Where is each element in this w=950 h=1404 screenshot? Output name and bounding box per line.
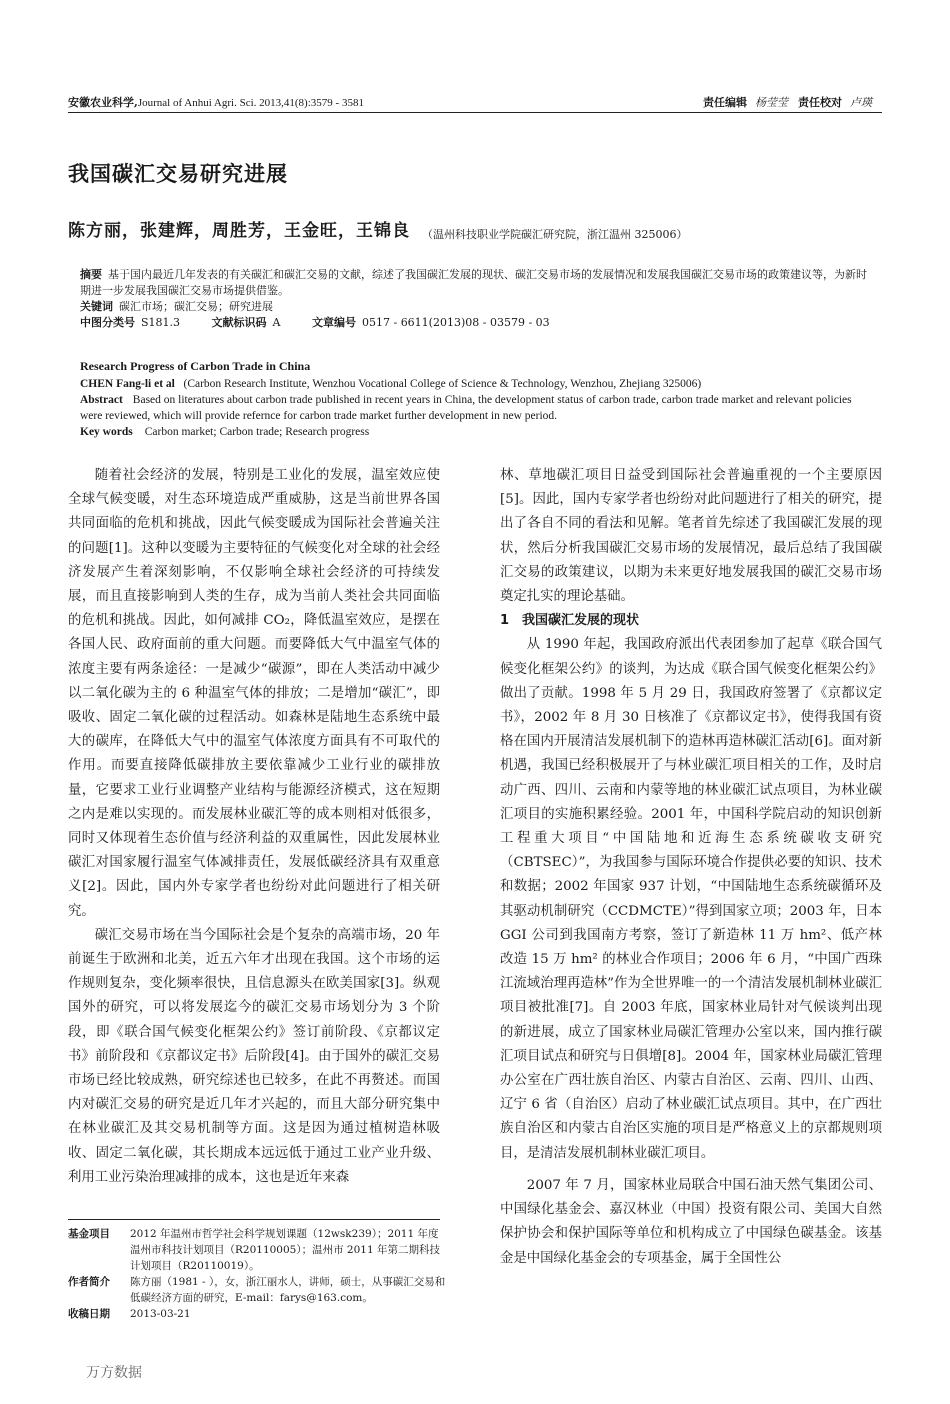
english-abstract-label: Abstract bbox=[80, 394, 123, 406]
body-paragraph: 从 1990 年起，我国政府派出代表团参加了起草《联合国气候变化框架公约》的谈判，为达成《联合国气候变化框架公约》做出了贡献。1998 年 5 月 29 日，我国政府签署了《京都议定书》，2002 年 8 月 30 日核准了《京都议定书》，使得我国有资格在国内开展清洁发展机制下的造林再造林碳汇活动[6]。面对新机遇，我国已经积极展开了与林业碳汇项目相关的工作，及时启动广西、四川、云南和内蒙等地的林业碳汇试点项目，为林业碳汇项目的实施积累经验。2001 年，中国科学院启动的知识创新工程重大项目“中国陆地和近海生态系统碳收支研究（CBTSEC）”，为我国参与国际环境合作提供必要的知识、技术和数据；2002 年国家 937 计划，“中国陆地生态系统碳循环及其驱动机制研究（CCDMCTE）”得到国家立项；2003 年，日本 GGI 公司到我国南方考察，签订了新造林 11 万 hm²、低产林改造 15 万 hm² 的林业合作项目；2006 年 6 月，“中国广西珠江流域治理再造林”作为全世界唯一的一个清洁发展机制林业碳汇项目被批准[7]。自 2003 年底，国家林业局针对气候谈判出现的新进展，成立了国家林业局碳汇管理办公室以来，国内推行碳汇项目试点和研究与日俱增[8]。2004 年，国家林业局碳汇管理办公室在广西壮族自治区、内蒙古自治区、云南、四川、山西、辽宁 6 省（自治区）启动了林业碳汇试点项目。其中，在广西壮族自治区和内蒙古自治区实施的项目是严格意义上的京都规则项目，是清洁发展机制林业碳汇项目。 bbox=[500, 637, 882, 1161]
body-right-column bbox=[500, 464, 882, 1271]
proof-label: 责任校对 bbox=[798, 96, 842, 109]
abstract-label: 摘要 bbox=[80, 268, 102, 281]
abstract-cn bbox=[80, 267, 870, 331]
editor-name: 杨莹莹 bbox=[755, 96, 788, 109]
proofreader-name: 卢瑛 bbox=[850, 96, 872, 109]
author-list: 陈方丽，张建辉，周胜芳，王金旺，王锦良 bbox=[68, 221, 410, 241]
article-no-value: 0517 - 6611(2013)08 - 03579 - 03 bbox=[361, 316, 550, 329]
body-paragraph: 随着社会经济的发展，特别是工业化的发展，温室效应使全球气候变暖，对生态环境造成严重威胁，这是当前世界各国共同面临的危机和挑战，因此气候变暖成为国际社会普遍关注的问题[1]。这种以变暖为主要特征的气候变化对全球的社会经济发展产生着深刻影响，不仅影响全球社会经济的可持续发展，而且直接影响到人类的生存，成为当前人类社会共同面临的危机和挑战。因此，如何减排 CO₂，降低温室效应，是摆在各国人民、政府面前的重大问题。而要降低大气中温室气体的浓度主要有两条途径：一是减少“碳源”，即在人类活动中减少以二氧化碳为主的 6 种温室气体的排放；二是增加“碳汇”，即吸收、固定二氧化碳的过程活动。如森林是陆地生态系统中最大的碳库，在降低大气中的温室气体浓度方面具有不可取代的作用。而要直接降低碳排放主要依靠减少工业行业的碳排放量，它要求工业行业调整产业结构与能源经济模式，这在短期之内是难以实现的。而发展林业碳汇等的成本则相对低很多，同时又体现着生态价值与经济利益的双重属性，因此发展林业碳汇对国家履行温室气体减排责任，发展低碳经济具有双重意义[2]。因此，国内外专家学者也纷纷对此问题进行了相关研究。 bbox=[68, 468, 440, 919]
received-date: 2013-03-21 bbox=[130, 1308, 191, 1320]
english-abstract-text: Based on literatures about carbon trade published in recent years in China, the development status of carbon trade, carbon trade market and relevant policies were reviewed, which will provide refernce for carbon trade market further development in new period. bbox=[80, 394, 852, 422]
footnote-rule bbox=[68, 1219, 440, 1220]
body-paragraph: 2007 年 7 月，国家林业局联合中国石油天然气集团公司、中国绿化基金会、嘉汉林业（中国）投资有限公司、美国大自然保护协会和保护国际等单位和机构成立了中国绿色碳基金。该基金是中国绿化基金会的专项基金，属于全国性公 bbox=[500, 1177, 882, 1266]
english-title: Research Progress of Carbon Trade in China bbox=[80, 359, 311, 373]
keywords-text: 碳汇市场；碳汇交易；研究进展 bbox=[119, 300, 273, 313]
body-paragraph: 林、草地碳汇项目日益受到国际社会普遍重视的一个主要原因[5]。因此，国内专家学者也纷纷对此问题进行了相关的研究，提出了各自不同的看法和见解。笔者首先综述了我国碳汇发展的现状，然后分析我国碳汇交易市场的发展情况，最后总结了我国碳汇交易的政策建议，以期为未来更好地发展我国的碳汇交易市场奠定扎实的理论基础。 bbox=[500, 468, 882, 605]
keywords-label: 关键词 bbox=[80, 300, 113, 313]
affiliation: （温州科技职业学院碳汇研究院，浙江温州 325006） bbox=[422, 228, 688, 241]
body-paragraph: 碳汇交易市场在当今国际社会是个复杂的高端市场，20 年前诞生于欧洲和北美，近五六年才出现在我国。这个市场的运作规则复杂，变化频率很快，且信息源头在欧美国家[3]。纵观国外的研究，可以将发展迄今的碳汇交易市场划分为 3 个阶段，即《联合国气候变化框架公约》签订前阶段、《京都议定书》前阶段和《京都议定书》后阶段[4]。由于国外的碳汇交易市场已经比较成熟，研究综述也已较多，在此不再赘述。而国内对碳汇交易的研究是近几年才兴起的，而且大部分研究集中在林业碳汇及其交易机制等方面。这是因为通过植树造林吸收、固定二氧化碳，其长期成本远远低于通过工业产业升级、利用工业污染治理减排的成本，这也是近年来森 bbox=[68, 927, 440, 1185]
running-header-right bbox=[703, 94, 882, 110]
paper-title: 我国碳汇交易研究进展 bbox=[68, 162, 288, 186]
fund-text: 2012 年温州市哲学社会科学规划课题（12wsk239）；2011 年度温州市科技计划项目（R20110005）；温州市 2011 年第二期科技计划项目（R20110019）。 bbox=[130, 1228, 440, 1272]
clc-value: S181.3 bbox=[141, 316, 181, 329]
author-bio-text: 陈方丽（1981 - ），女，浙江丽水人，讲师，硕士，从事碳汇交易和低碳经济方面的研究，E-mail：farys@163.com。 bbox=[130, 1276, 446, 1304]
clc-label: 中图分类号 bbox=[80, 316, 135, 329]
english-keywords-text: Carbon market; Carbon trade; Research progress bbox=[144, 426, 370, 438]
journal-citation: Journal of Anhui Agri. Sci. 2013,41(8):3579 - 3581 bbox=[137, 97, 364, 109]
editor-label: 责任编辑 bbox=[703, 96, 747, 109]
running-header-left bbox=[68, 94, 364, 110]
abstract-text: 基于国内最近几年发表的有关碳汇和碳汇交易的文献，综述了我国碳汇发展的现状、碳汇交易市场的发展情况和发展我国碳汇交易市场的政策建议等，为新时期进一步发展我国碳汇交易市场提供借鉴。 bbox=[80, 268, 867, 297]
watermark: 万方数据 bbox=[86, 1365, 142, 1381]
body-left-column bbox=[68, 464, 440, 1190]
abstract-en bbox=[80, 376, 870, 440]
section-heading: 1 我国碳汇发展的现状 bbox=[500, 613, 640, 629]
doc-code-label: 文献标识码 bbox=[211, 316, 267, 329]
journal-name: 安徽农业科学, bbox=[68, 96, 138, 109]
author-bio-label: 作者简介 bbox=[68, 1276, 110, 1288]
english-affiliation: (Carbon Research Institute, Wenzhou Vocational College of Science & Technology, Wenzhou, Zhejiang 325006) bbox=[183, 378, 702, 390]
doc-code-value: A bbox=[272, 316, 281, 329]
fund-label: 基金项目 bbox=[68, 1228, 110, 1240]
header-rule bbox=[68, 112, 882, 113]
english-author: CHEN Fang-li et al bbox=[80, 378, 175, 390]
article-no-label: 文章编号 bbox=[311, 316, 356, 329]
received-label: 收稿日期 bbox=[68, 1308, 110, 1320]
english-keywords-label: Key words bbox=[80, 426, 133, 438]
footnotes bbox=[68, 1226, 448, 1322]
